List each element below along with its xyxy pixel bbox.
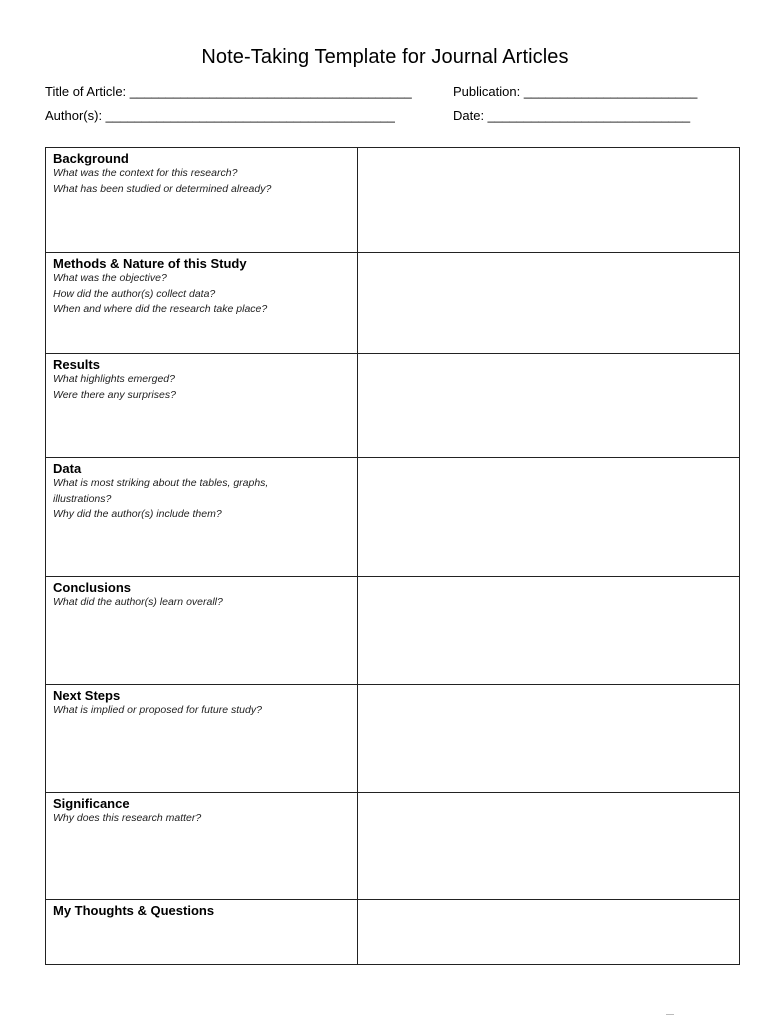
authors-field[interactable]: Author(s): ________________________________________ <box>45 108 395 123</box>
notes-answer-cell[interactable] <box>358 685 740 793</box>
prompt-cell <box>46 458 358 577</box>
section-question: Why does this research matter? <box>53 812 202 824</box>
section-question: What was the objective? <box>53 272 167 284</box>
prompt-cell <box>46 354 358 458</box>
prompt-cell <box>46 148 358 253</box>
date-field[interactable]: Date: ____________________________ <box>453 108 691 123</box>
section-heading: Next Steps <box>53 688 121 703</box>
prompt-cell <box>46 253 358 354</box>
section-row-results <box>46 354 740 458</box>
section-row-conclusions <box>46 577 740 685</box>
notes-answer-cell[interactable] <box>358 354 740 458</box>
section-row-my-thoughts <box>46 900 740 965</box>
section-questions <box>53 372 350 403</box>
section-heading: Conclusions <box>53 580 132 595</box>
page-title: Note-Taking Template for Journal Articles <box>201 46 569 68</box>
title-of-article-field[interactable]: Title of Article: _______________________________________ <box>45 84 412 99</box>
section-question: How did the author(s) collect data? <box>53 287 216 300</box>
section-questions <box>53 595 350 611</box>
section-row-methods <box>46 253 740 354</box>
section-row-data <box>46 458 740 577</box>
section-heading: Data <box>53 461 82 476</box>
section-row-background <box>46 148 740 253</box>
section-questions <box>53 271 350 318</box>
section-heading: Background <box>53 151 129 166</box>
notes-answer-cell[interactable] <box>358 148 740 253</box>
section-row-significance <box>46 793 740 900</box>
notes-answer-cell[interactable] <box>358 253 740 354</box>
section-question: What highlights emerged? <box>53 373 175 385</box>
section-questions <box>53 476 350 523</box>
section-questions <box>53 811 350 827</box>
notes-table <box>45 147 740 965</box>
notes-answer-cell[interactable] <box>358 793 740 900</box>
prompt-cell <box>46 577 358 685</box>
section-question: What was the context for this research? <box>53 167 238 179</box>
section-questions <box>53 166 350 197</box>
section-question: What is implied or proposed for future study? <box>53 704 262 716</box>
section-question: When and where did the research take place? <box>53 303 268 315</box>
section-question: Why did the author(s) include them? <box>53 508 222 520</box>
prompt-cell <box>46 900 358 965</box>
notes-answer-cell[interactable] <box>358 458 740 577</box>
prompt-cell <box>46 793 358 900</box>
section-question: What did the author(s) learn overall? <box>53 596 223 608</box>
publication-field[interactable]: Publication: ________________________ <box>453 84 698 99</box>
section-heading: Results <box>53 357 100 372</box>
section-row-next-steps <box>46 685 740 793</box>
notes-answer-cell[interactable] <box>358 577 740 685</box>
section-questions <box>53 703 350 719</box>
section-question: Were there any surprises? <box>53 388 176 401</box>
section-question: What has been studied or determined already? <box>53 182 272 195</box>
notes-answer-cell[interactable] <box>358 900 740 965</box>
section-heading: Significance <box>53 796 130 811</box>
section-heading: My Thoughts & Questions <box>53 903 215 918</box>
prompt-cell <box>46 685 358 793</box>
page-footer-mark <box>666 1014 674 1015</box>
section-question: What is most striking about the tables, graphs, illustrations? <box>53 477 269 505</box>
section-heading: Methods & Nature of this Study <box>53 256 247 271</box>
